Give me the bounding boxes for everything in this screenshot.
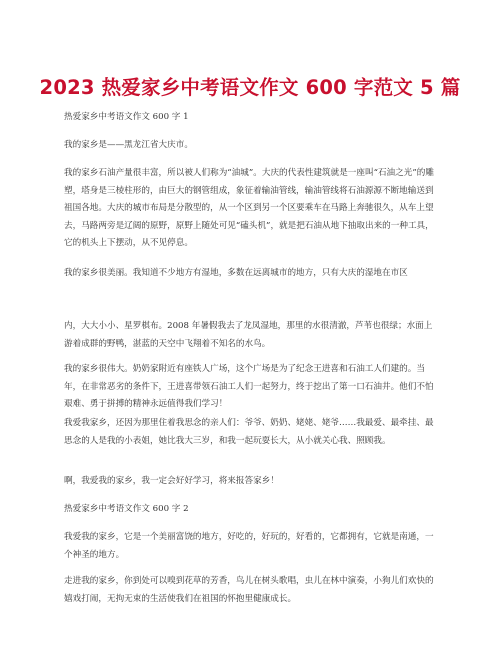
paragraph-oil-city: 我的家乡石油产量很丰富，所以被人们称为“油城”。大庆的代表性建筑就是一座叫“石油之光”的雕塑，塔身是三棱柱形的，由巨大的钢管组成，象征着输油管线，输油管线将石油源源不断地输送到祖国各地。大庆的城市布局是分散型的，从一个区到另一个区要乘车在马路上奔驰很久，从车上望去，马路两旁是辽阔的原野，原野上随处可见“磕头机”，就是把石油从地下抽取出来的一种工具，它的机头上下摆动，从不见停息。: [64, 168, 434, 248]
paragraph-nature: 走进我的家乡，你到处可以嗅到花草的芳香，鸟儿在树头歌唱，虫儿在林中演奏，小狗儿们欢快的嬉戏打闹，无拘无束的生活使我们在祖国的怀抱里健康成长。: [64, 576, 434, 604]
paragraph-closing: 啊，我爱我的家乡，我一定会好好学习，将来报答家乡！: [64, 476, 279, 486]
paragraph-nantong: 我爱我的家乡，它是一个美丽富饶的地方，好吃的，好玩的，好看的，它都拥有，它就是南通，一个神圣的地方。: [64, 532, 434, 560]
body-paragraph: [64, 109, 436, 127]
paragraph-hometown-intro: 我的家乡是——黑龙江省大庆市。: [64, 140, 193, 150]
body-paragraph: [64, 165, 436, 253]
paragraph-iron-man: 我的家乡很伟大。奶奶家附近有座铁人广场，这个广场是为了纪念王进喜和石油工人们建的。当年，在非常恶劣的条件下，王进喜带领石油工人们一起努力，终于挖出了第一口石油井。他们不怕艰难、勇于拼搏的精神永远值得我们学习！: [64, 364, 434, 409]
paragraph-wetland-cont: 内，大大小小、星罗棋布。2008 年暑假我去了龙凤湿地，那里的水很清澈，芦苇也很绿；水面上游着成群的野鸭，湛蓝的天空中飞翔着不知名的水鸟。: [64, 321, 433, 349]
body-paragraph: [64, 415, 436, 450]
body-paragraph: [64, 318, 436, 353]
document-title: 2023 热爱家乡中考语文作文 600 字范文 5 篇: [39, 76, 461, 99]
body-paragraph: [64, 265, 436, 283]
paragraph-wetland: 我的家乡很美丽。我知道不少地方有湿地，多数在远离城市的地方，只有大庆的湿地在市区: [64, 268, 408, 278]
section-heading-1: 热爱家乡中考语文作文 600 字 1: [64, 112, 189, 122]
body-paragraph: [64, 573, 436, 608]
section-heading-2: 热爱家乡中考语文作文 600 字 2: [64, 504, 189, 514]
body-paragraph: [64, 473, 436, 491]
body-paragraph: [64, 137, 436, 155]
paragraph-relatives: 我爱我家乡，还因为那里住着我思念的亲人们：爷爷、奶奶、姥姥、姥爷……我最爱、最牵挂、最思念的人是我的小表姐，她比我大三岁，和我一起玩耍长大，从小就关心我、照顾我。: [64, 418, 434, 446]
body-paragraph: [64, 501, 436, 519]
body-paragraph: [64, 529, 436, 564]
body-paragraph: [64, 361, 436, 414]
